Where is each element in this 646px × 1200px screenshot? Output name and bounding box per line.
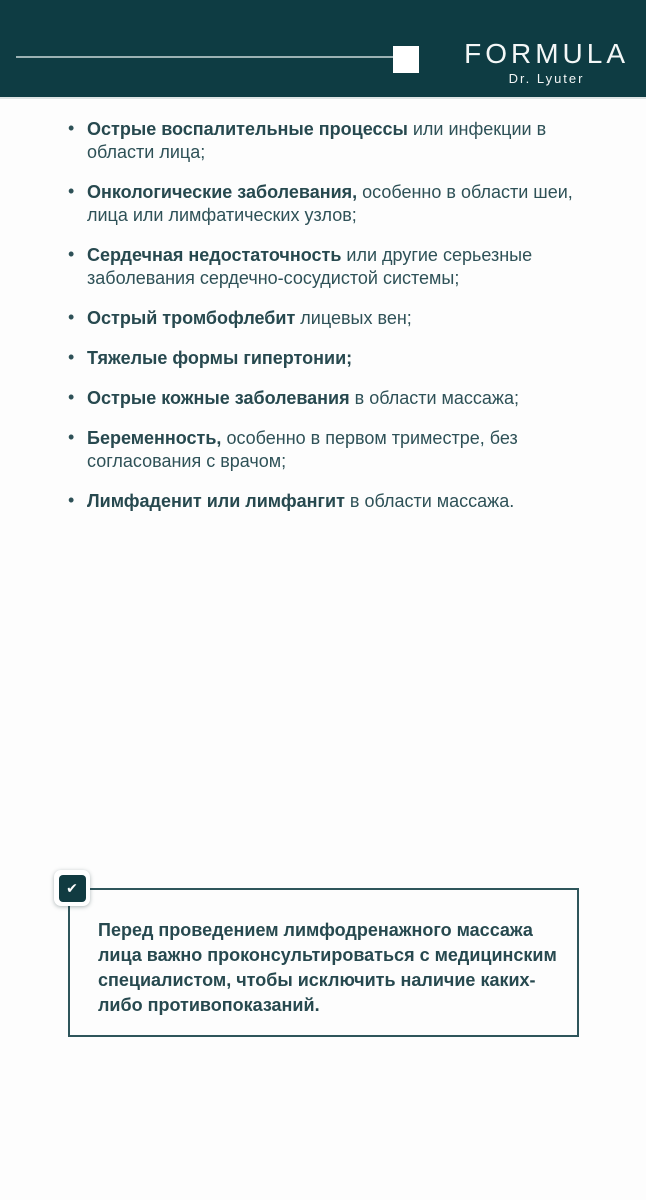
bullet-icon: • — [68, 307, 75, 327]
list-item-lead: Сердечная недостаточность — [87, 245, 342, 265]
brand-name: FORMULA — [464, 38, 629, 69]
list-item-rest: или другие серьезные заболевания сердечно-сосудистой системы; — [87, 245, 533, 288]
list-item-lead: Острые воспалительные процессы — [87, 119, 408, 139]
check-badge — [54, 870, 90, 906]
list-item-lead: Беременность, — [87, 428, 222, 448]
bullet-icon: • — [68, 244, 75, 264]
list-item — [66, 490, 588, 513]
list-item-lead: Острые кожные заболевания — [87, 388, 350, 408]
bullet-icon: • — [68, 387, 75, 407]
bullet-icon: • — [68, 118, 75, 138]
list-item-rest: или инфекции в области лица; — [87, 119, 547, 162]
list-item-lead: Тяжелые формы гипертонии; — [87, 348, 353, 368]
list-item-lead: Лимфаденит или лимфангит — [87, 491, 345, 511]
list-item-lead: Онкологические заболевания, — [87, 182, 358, 202]
contraindications-list — [66, 118, 588, 513]
list-item-rest: особенно в области шеи, лица или лимфатических узлов; — [87, 182, 573, 225]
list-item-rest: в области массажа; — [349, 388, 519, 408]
list-item — [66, 118, 588, 164]
list-item-lead: Острый тромбофлебит — [87, 308, 296, 328]
brand-subtitle: Dr. Lyuter — [508, 71, 585, 86]
list-item — [66, 307, 588, 330]
header-rule-line — [16, 56, 393, 58]
list-item-rest: в области массажа. — [344, 491, 515, 511]
list-item — [66, 387, 588, 410]
bullet-icon: • — [68, 347, 75, 367]
list-item — [66, 347, 588, 370]
note-text: Перед проведением лимфодренажного массажа лица важно проконсультироваться с медицинским специалистом, чтобы исключить наличие каких-либо противопоказаний. — [98, 920, 557, 1015]
bullet-icon: • — [68, 490, 75, 510]
list-item — [66, 244, 588, 290]
list-item — [66, 427, 588, 473]
check-icon: ✔ — [59, 875, 86, 902]
brand-logo — [464, 40, 629, 86]
brand-header — [0, 0, 646, 99]
logo-square-icon — [393, 46, 419, 73]
list-item — [66, 181, 588, 227]
bullet-icon: • — [68, 181, 75, 201]
list-item-rest: особенно в первом триместре, без согласования с врачом; — [87, 428, 518, 471]
bullet-icon: • — [68, 427, 75, 447]
note-box — [66, 880, 579, 1037]
list-item-rest: лицевых вен; — [295, 308, 412, 328]
